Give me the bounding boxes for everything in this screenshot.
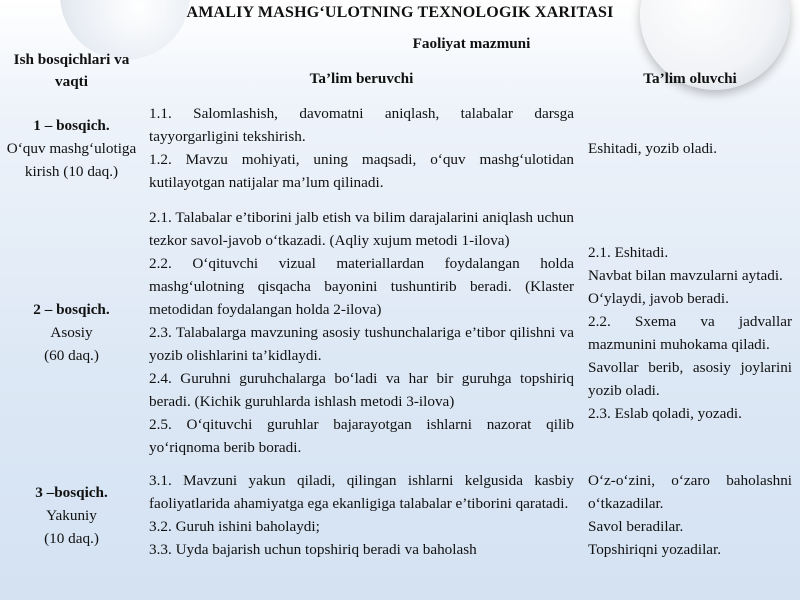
student-item: Savol beradilar.	[588, 518, 684, 535]
stage-cell	[0, 198, 143, 459]
student-item: Navbat bilan mavzularni aytadi.	[588, 266, 783, 284]
student-cell	[580, 459, 800, 561]
teacher-item: 3.3. Uyda bajarish uchun topshiriq beradi va baholash	[149, 541, 477, 558]
student-cell	[580, 198, 800, 459]
teacher-item: 2.3. Talabalarga mavzuning asosiy tushunchalariga e’tibor qilishni va yozib olishlarini ta’kidlaydi.	[149, 324, 574, 364]
header-stage-time: Ish bosqichlari va vaqti	[13, 51, 130, 90]
stage-cell	[0, 98, 143, 198]
table-row-stage-2	[0, 198, 800, 459]
teacher-item: 3.1. Mavzuni yakun qiladi, qilingan ishlarni kelgusida kasbiy faoliyatlarida ahamiyatga ega ekanligiga talabalar e’tiborini qaratadi.	[149, 472, 574, 512]
student-item: 2.3. Eslab qoladi, yozadi.	[588, 404, 742, 422]
header-teacher: Ta’lim beruvchi	[309, 69, 414, 87]
header-activity-content: Faoliyat mazmuni	[412, 34, 531, 52]
teacher-item: 2.4. Guruhni guruhchalarga bo‘ladi va har bir guruhga topshiriq beradi. (Kichik guruhlarda ishlash metodi 3-ilova)	[149, 370, 574, 410]
page-title: AMALIY MASHG‘ULOTNING TEXNOLOGIK XARITASI	[186, 4, 614, 21]
student-item: O‘ylaydi, javob beradi.	[588, 289, 729, 307]
table-row-stage-1	[0, 98, 800, 198]
stage-name: Asosiy	[50, 324, 93, 341]
table-header-row	[0, 28, 800, 58]
stage-title: 3 –bosqich.	[35, 483, 108, 501]
teacher-item: 2.1. Talabalar e’tiborini jalb etish va bilim darajalarini aniqlash uchun tezkor savol-javob o‘tkazadi. (Aqliy xujum metodi 1-ilova)	[149, 209, 574, 249]
student-item: O‘z-o‘zini, o‘zaro baholashni o‘tkazadilar.	[588, 472, 793, 512]
teacher-cell	[143, 198, 580, 459]
teacher-item: 1.2. Mavzu mohiyati, uning maqsadi, o‘quv mashg‘ulotidan kutilayotgan natijalar ma’lum qilinadi.	[149, 151, 574, 191]
teacher-item: 2.5. O‘qituvchi guruhlar bajarayotgan ishlarni nazorat qilib yo‘riqnoma berib boradi.	[149, 416, 574, 456]
student-cell	[580, 98, 800, 198]
student-item: Eshitadi, yozib oladi.	[588, 139, 718, 157]
teacher-item: 2.2. O‘qituvchi vizual materiallardan foydalangan holda mashg‘ulotning qisqacha bayonini tushuntirib beradi. (Klaster metodidan foydalangan holda 2-ilova)	[149, 255, 574, 318]
teacher-cell	[143, 459, 580, 561]
table-row-stage-3	[0, 459, 800, 561]
technology-map-table	[0, 28, 800, 561]
stage-title: 2 – bosqich.	[33, 301, 110, 318]
header-student: Ta’lim oluvchi	[643, 69, 737, 87]
student-item: Savollar berib, asosiy joylarini yozib oladi.	[588, 358, 793, 399]
teacher-cell	[143, 98, 580, 198]
stage-cell	[0, 459, 143, 561]
stage-title: 1 – bosqich.	[33, 116, 110, 134]
stage-name: O‘quv mashg‘ulotiga kirish (10 daq.)	[6, 139, 137, 180]
stage-time: (60 daq.)	[44, 347, 99, 364]
student-item: 2.1. Eshitadi.	[588, 243, 669, 261]
stage-time: (10 daq.)	[44, 529, 99, 547]
teacher-item: 1.1. Salomlashish, davomatni aniqlash, talabalar darsga tayyorgarligini tekshirish.	[149, 105, 574, 145]
teacher-item: 3.2. Guruh ishini baholaydi;	[149, 518, 320, 535]
stage-name: Yakuniy	[46, 506, 97, 524]
student-item: 2.2. Sxema va jadvallar mazmunini muhokama qiladi.	[588, 312, 793, 353]
student-item: Topshiriqni yozadilar.	[588, 541, 722, 558]
